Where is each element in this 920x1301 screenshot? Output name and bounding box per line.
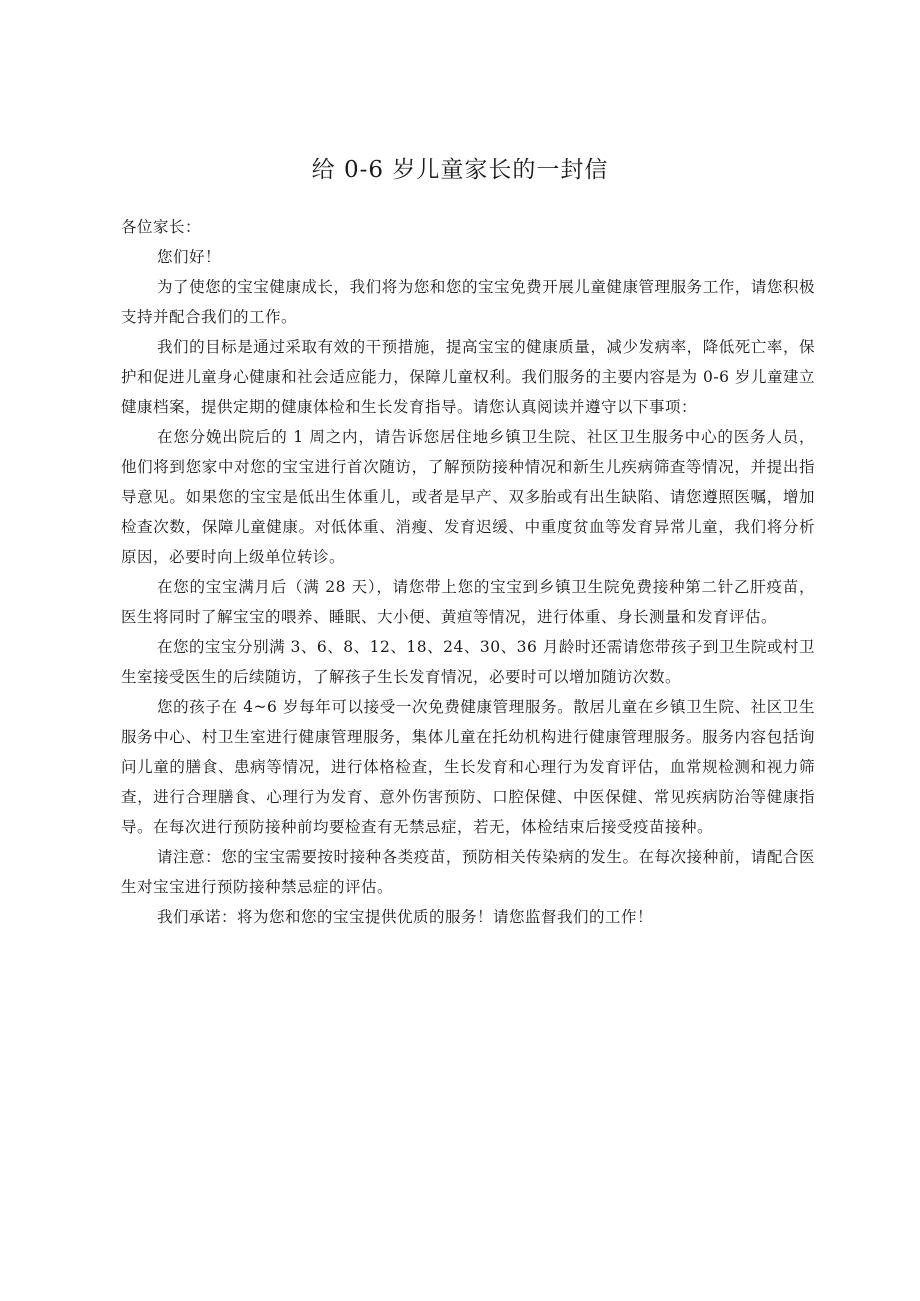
- salutation: 各位家长：: [121, 218, 202, 236]
- promise-paragraph: 我们承诺：将为您和您的宝宝提供优质的服务！请您监督我们的工作！: [157, 908, 654, 926]
- followup-paragraph: 在您的宝宝分别满 3、6、8、12、18、24、30、36 月龄时还需请您带孩子到卫生院或村卫生室接受医生的后续随访，了解孩子生长发育情况，必要时可以增加随访次数。: [121, 638, 815, 686]
- greeting-paragraph: 您们好！: [157, 248, 222, 266]
- age-4-6-paragraph: 您的孩子在 4~6 岁每年可以接受一次免费健康管理服务。散居儿童在乡镇卫生院、社区卫生服务中心、村卫生室进行健康管理服务，集体儿童在托幼机构进行健康管理服务。服务内容包括询问儿童的膳食、患病等情况，进行体格检查，生长发育和心理行为发育评估，血常规检测和视力筛查，进行合理膳食、心理行为发育、意外伤害预防、口腔保健、中医保健、常见疾病防治等健康指导。在每次进行预防接种前均要检查有无禁忌症，若无，体检结束后接受疫苗接种。: [121, 698, 815, 836]
- intro-paragraph: 为了使您的宝宝健康成长，我们将为您和您的宝宝免费开展儿童健康管理服务工作，请您积极支持并配合我们的工作。: [121, 278, 815, 326]
- full-month-paragraph: 在您的宝宝满月后（满 28 天），请您带上您的宝宝到乡镇卫生院免费接种第二针乙肝疫苗，医生将同时了解宝宝的喂养、睡眠、大小便、黄疸等情况，进行体重、身长测量和发育评估。: [121, 578, 815, 626]
- goal-paragraph: 我们的目标是通过采取有效的干预措施，提高宝宝的健康质量，减少发病率，降低死亡率，保护和促进儿童身心健康和社会适应能力，保障儿童权利。我们服务的主要内容是为 0-6 岁儿童建立健康档案，提供定期的健康体检和生长发育指导。请您认真阅读并遵守以下事项：: [121, 338, 815, 416]
- newborn-visit-paragraph: 在您分娩出院后的 1 周之内，请告诉您居住地乡镇卫生院、社区卫生服务中心的医务人员，他们将到您家中对您的宝宝进行首次随访，了解预防接种情况和新生儿疾病筛查等情况，并提出指导意见。如果您的宝宝是低出生体重儿，或者是早产、双多胎或有出生缺陷、请您遵照医嘱，增加检查次数，保障儿童健康。对低体重、消瘦、发育迟缓、中重度贫血等发育异常儿童，我们将分析原因，必要时向上级单位转诊。: [121, 428, 815, 566]
- letter-title: 给 0-6 岁儿童家长的一封信: [311, 157, 609, 183]
- vaccination-note-paragraph: 请注意：您的宝宝需要按时接种各类疫苗，预防相关传染病的发生。在每次接种前，请配合医生对宝宝进行预防接种禁忌症的评估。: [121, 848, 815, 896]
- letter-body: [121, 212, 815, 932]
